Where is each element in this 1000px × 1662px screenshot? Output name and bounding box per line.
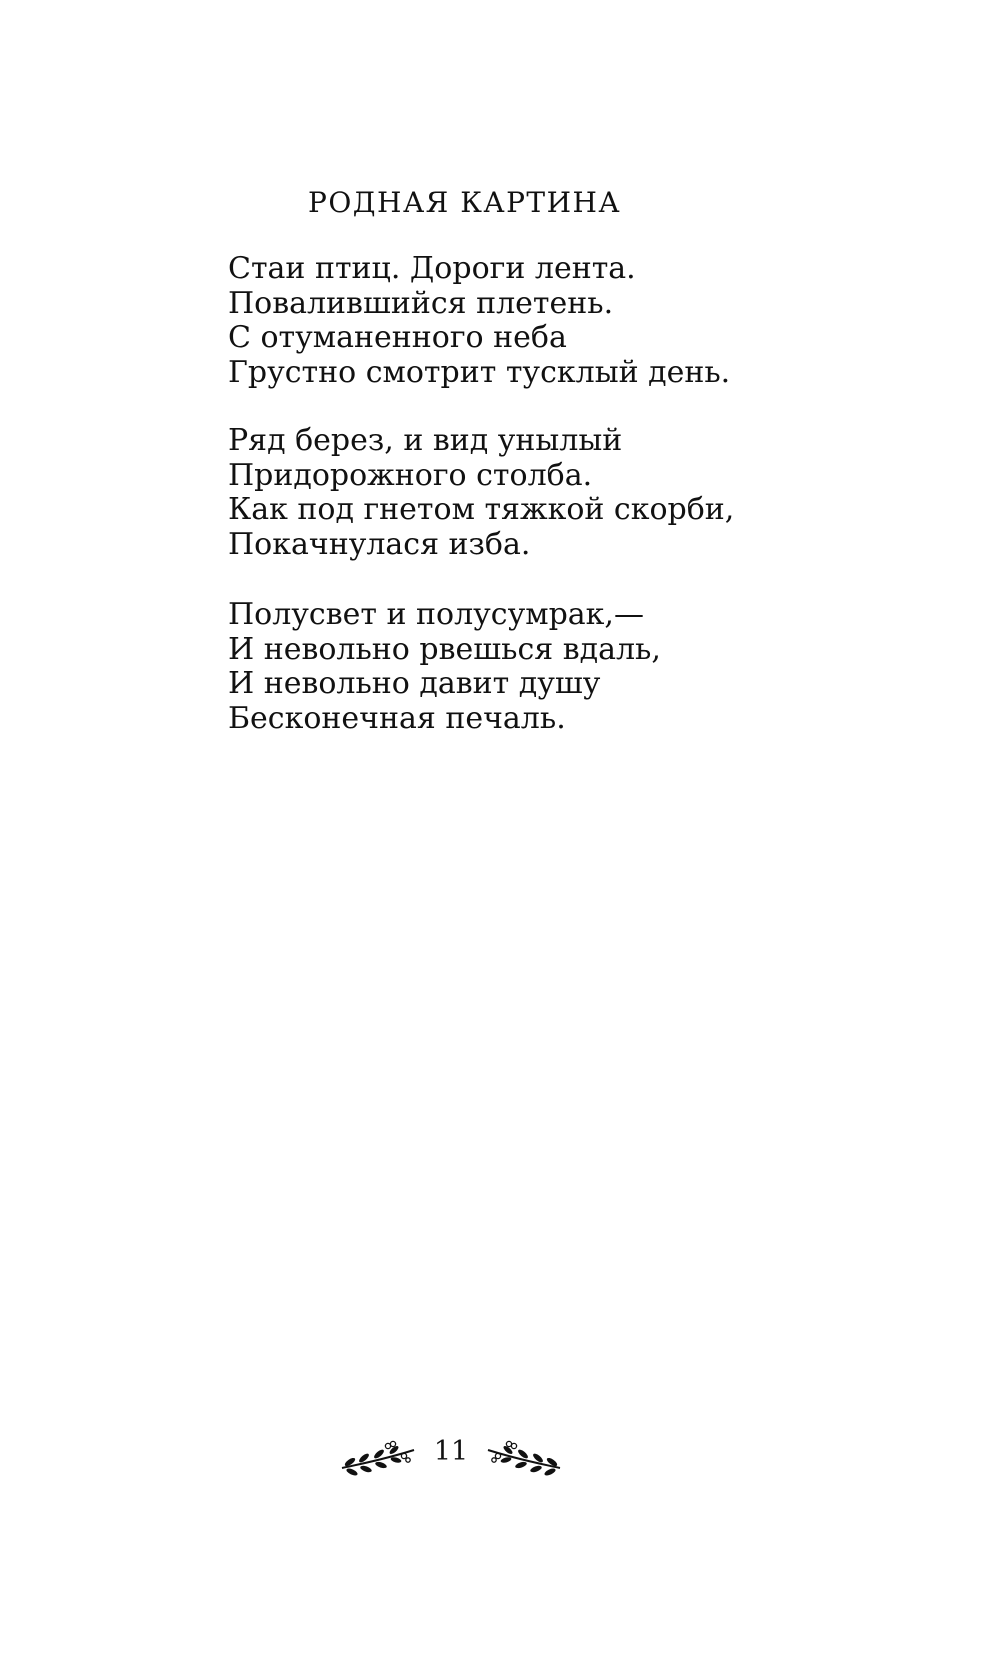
poem-line: С отуманенного неба xyxy=(228,320,567,355)
poem-line: И невольно давит душу xyxy=(228,666,601,701)
poem-line: Ряд берез, и вид унылый xyxy=(228,423,623,458)
stanza-2 xyxy=(228,424,734,562)
poem-line: Как под гнетом тяжкой скорби, xyxy=(228,492,735,527)
poem-line: Повалившийся плетень. xyxy=(228,285,614,321)
laurel-branch-icon xyxy=(484,1438,564,1482)
page-number: 11 xyxy=(433,1436,469,1467)
poem-line: Грустно смотрит тусклый день. xyxy=(228,354,731,390)
stanza-3 xyxy=(228,598,661,736)
page-footer xyxy=(0,1430,1000,1490)
poem-line: Придорожного столба. xyxy=(228,457,593,493)
poem-line: Стаи птиц. Дороги лента. xyxy=(228,251,636,286)
poem-line: Полусвет и полусумрак,— xyxy=(228,597,644,632)
laurel-branch-icon xyxy=(338,1438,418,1482)
poem-line: Покачнулася изба. xyxy=(228,526,531,562)
poem-line: Бесконечная печаль. xyxy=(228,700,566,736)
poem-title: РОДНАЯ КАРТИНА xyxy=(308,186,622,219)
poem-line: И невольно рвешься вдаль, xyxy=(228,631,661,667)
stanza-1 xyxy=(228,252,730,390)
